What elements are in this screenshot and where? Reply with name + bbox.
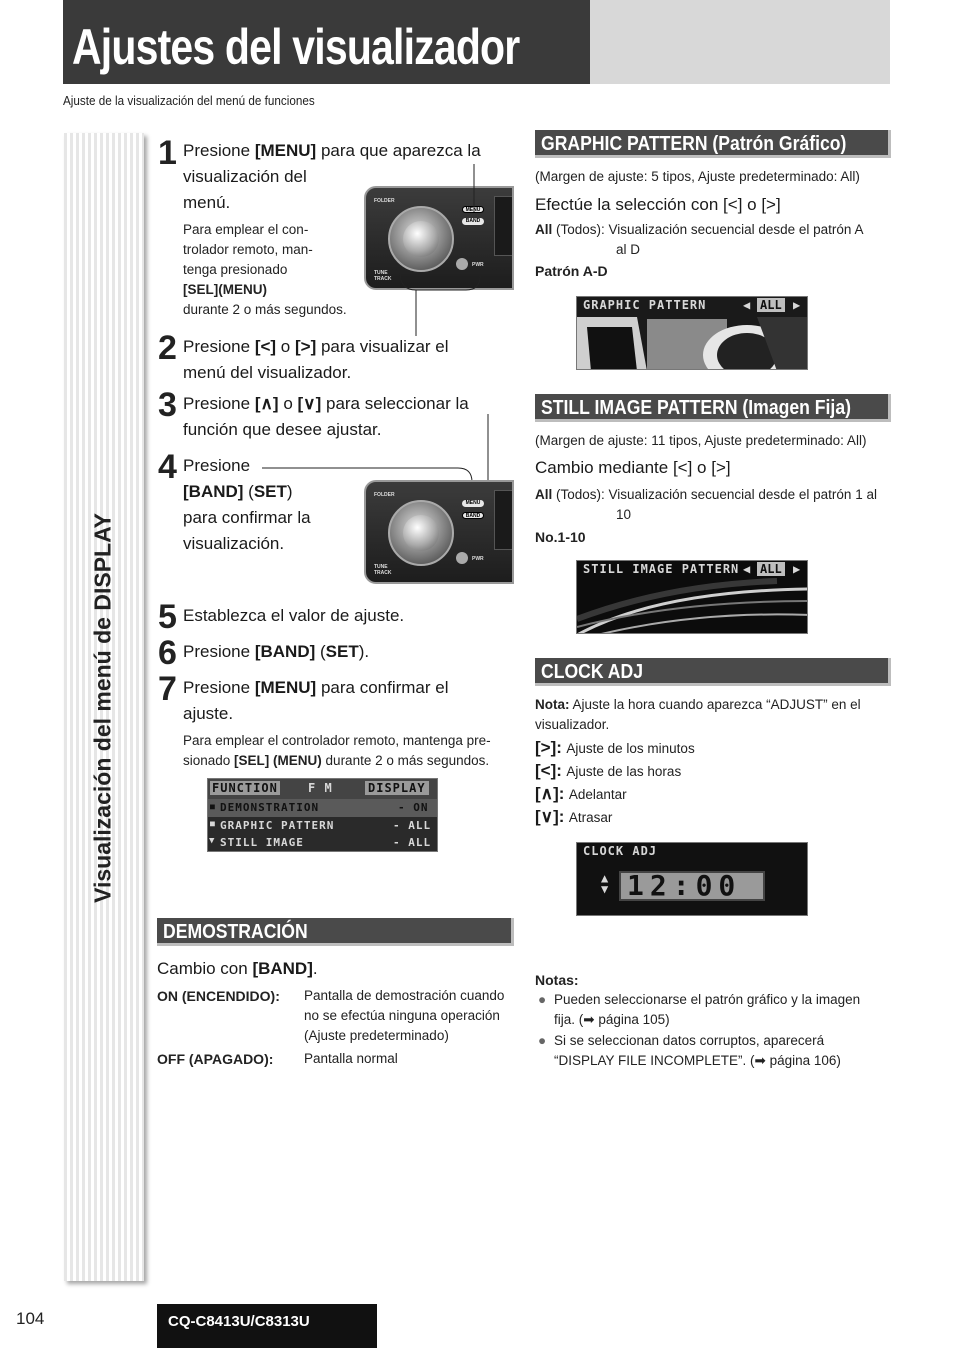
demo-off-text: Pantalla normal (304, 1051, 398, 1066)
pwr-button-2 (456, 552, 468, 564)
clock-adj-screen (576, 842, 808, 916)
step-1-note: Para emplear el con- trolador remoto, man- tenga presionado [SEL](MENU) durante 2 o más segundos. (183, 222, 347, 317)
left-arrow-icon: ◀ (743, 298, 752, 312)
function-screen-title: FUNCTION (212, 781, 278, 795)
model-number: CQ-C8413U/C8313U (168, 1313, 310, 1330)
folder-label-2: FOLDER (374, 492, 395, 498)
menu-button: MENU (462, 206, 484, 213)
side-tab-label: Visualización del menú de DISPLAY (89, 513, 116, 903)
step-1-wrapped: Presione [MENU] para que aparezca la visualización del menú. (183, 138, 513, 216)
step-6-text: Presione [BAND] (SET). (183, 642, 370, 661)
clock-time: 12:00 (627, 869, 742, 902)
graphic-screen-value: ALL (757, 298, 785, 312)
folder-label: FOLDER (374, 198, 395, 204)
step-5-number: 5 (158, 598, 177, 636)
band-button-2: BAND (462, 512, 484, 519)
bullet-icon: ■ (210, 819, 216, 828)
demo-on-text: Pantalla de demostración cuando no se efectúa ninguna operación (Ajuste predeterminado) (304, 988, 505, 1043)
step-5-text: Establezca el valor de ajuste. (183, 606, 405, 625)
clock-key-row: [>]: Ajuste de los minutos (535, 738, 695, 757)
tune-label-2: TUNE TRACK (374, 564, 392, 576)
bullet-icon: ■ (210, 802, 216, 811)
clock-section-header: CLOCK ADJ (535, 658, 891, 686)
notes-title: Notas: (535, 972, 579, 988)
step-6-number: 6 (158, 634, 177, 672)
function-row-1-label: DEMONSTRATION (220, 801, 320, 814)
down-arrow-icon: ▼ (209, 836, 216, 846)
step-1-leader-lines (380, 160, 520, 340)
graphic-pattern-screen (576, 296, 808, 370)
step-2-number: 2 (158, 329, 177, 367)
bullet-icon: ● (538, 1033, 547, 1048)
function-row-2-label: GRAPHIC PATTERN (220, 819, 335, 832)
still-select-text: Cambio mediante [<] o [>] (535, 458, 731, 477)
step-7-number: 7 (158, 670, 177, 708)
tune-label: TUNE TRACK (374, 270, 392, 282)
demo-change-text: Cambio con [BAND]. (157, 959, 318, 978)
note-item: ● Si se seleccionan datos corruptos, aparecerá “DISPLAY FILE INCOMPLETE”. (➡ página 106) (538, 1031, 898, 1071)
graphic-section-header: GRAPHIC PATTERN (Patrón Gráfico) (535, 130, 891, 158)
function-row-3-label: STILL IMAGE (220, 836, 304, 849)
page-title: Ajustes del visualizador (72, 19, 520, 75)
left-arrow-icon: ◀ (743, 562, 752, 576)
function-screen-band: F M (308, 781, 333, 795)
clock-note: Nota: Ajuste la hora cuando aparezca “ADJUST” en el visualizador. (535, 697, 861, 732)
still-screen-value: ALL (757, 562, 785, 576)
step-3-text: Presione [∧] o [∨] para seleccionar la función que desee ajustar. (183, 394, 469, 439)
graphic-range: (Margen de ajuste: 5 tipos, Ajuste predeterminado: All) (535, 169, 860, 184)
step-3-number: 3 (158, 386, 177, 424)
still-section-header: STILL IMAGE PATTERN (Imagen Fija) (535, 394, 891, 422)
function-row-1-value: - ON (398, 801, 429, 814)
band-button: BAND (462, 218, 484, 225)
function-row-2-value: - ALL (393, 819, 432, 832)
graphic-patterns: Patrón A-D (535, 263, 608, 279)
notes-list (538, 990, 898, 1071)
step-7-text: Presione [MENU] para confirmar el ajuste. (183, 678, 449, 723)
pwr-label-2: PWR (472, 556, 484, 562)
step-2-text: Presione [<] o [>] para visualizar el menú del visualizador. (183, 337, 449, 382)
right-arrow-icon: ▶ (793, 298, 802, 312)
bullet-icon: ● (538, 992, 547, 1007)
step-7-note: Para emplear el controlador remoto, mantenga pre- sionado [SEL] (MENU) durante 2 o más segundos. (183, 733, 491, 768)
clock-key-row: [∧]: Adelantar (535, 784, 627, 803)
step-4-text: Presione [BAND] (SET) para confirmar la visualización. (183, 456, 311, 553)
graphic-select-text: Efectúe la selección con [<] o [>] (535, 195, 781, 214)
still-all-text: All (Todos): Visualización secuencial desde el patrón 1 al 10 (535, 487, 877, 522)
page-number: 104 (16, 1309, 45, 1328)
demo-section-header: DEMOSTRACIÓN (157, 918, 514, 946)
device-display-2 (494, 490, 514, 550)
pwr-label: PWR (472, 262, 484, 268)
still-range: (Margen de ajuste: 11 tipos, Ajuste predeterminado: All) (535, 433, 867, 448)
step-4-number: 4 (158, 448, 177, 486)
demo-off-label: OFF (APAGADO): (157, 1051, 274, 1067)
graphic-all-text: All (Todos): Visualización secuencial desde el patrón A al D (535, 222, 864, 257)
menu-button-2: MENU (462, 500, 484, 507)
car-stereo-image-band (364, 480, 514, 584)
still-patterns: No.1-10 (535, 529, 586, 545)
function-row-3-value: - ALL (393, 836, 432, 849)
still-image-screen (576, 560, 808, 634)
title-bar-accent (590, 0, 890, 84)
demo-on-label: ON (ENCENDIDO): (157, 988, 280, 1004)
clock-key-row: [∨]: Atrasar (535, 807, 613, 826)
function-screen-display: DISPLAY (365, 781, 429, 795)
up-down-arrow-icon: ▲ ▼ (601, 871, 610, 896)
clock-screen-label: CLOCK ADJ (583, 844, 658, 858)
graphic-screen-label: GRAPHIC PATTERN (583, 298, 707, 312)
note-item: ● Pueden seleccionarse el patrón gráfico y la imagen fija. (➡ página 105) (538, 990, 898, 1030)
step-1-number: 1 (158, 134, 177, 172)
function-menu-screen (207, 778, 438, 852)
clock-key-row: [<]: Ajuste de las horas (535, 761, 682, 780)
still-screen-label: STILL IMAGE PATTERN (583, 562, 740, 576)
page-subtitle: Ajuste de la visualización del menú de funciones (63, 93, 315, 108)
right-arrow-icon: ▶ (793, 562, 802, 576)
clock-key-list (535, 738, 835, 830)
volume-knob-center-2 (403, 515, 439, 551)
